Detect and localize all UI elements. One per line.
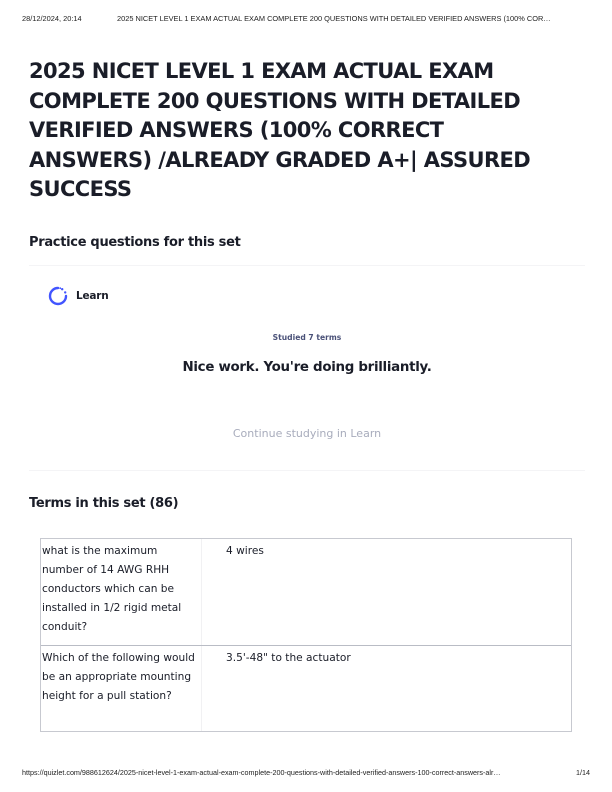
print-header <box>22 14 590 26</box>
print-url: https://quizlet.com/988612624/2025-nicet-level-1-exam-actual-exam-complete-200-questions-with-detailed-verified-answers-100-correct-answers-alr… <box>22 768 501 777</box>
practice-card <box>29 265 585 471</box>
learn-label: Learn <box>76 290 109 302</box>
continue-learn-button[interactable]: Continue studying in Learn <box>232 427 382 440</box>
page-title: 2025 NICET LEVEL 1 EXAM ACTUAL EXAM COMPLETE 200 QUESTIONS WITH DETAILED VERIFIED ANSWERS (100% CORRECT ANSWERS) /ALREADY GRADED A+| ASSURED SUCCESS <box>29 59 531 201</box>
learn-mode-link[interactable] <box>47 285 109 307</box>
terms-table <box>40 538 572 732</box>
table-row <box>41 539 571 645</box>
practice-heading: Practice questions for this set <box>29 235 241 250</box>
print-footer <box>22 768 590 780</box>
term-text: Which of the following would be an appropriate mounting height for a pull station? <box>42 652 195 702</box>
term-text: what is the maximum number of 14 AWG RHH conductors which can be installed in 1/2 rigid metal conduit? <box>42 545 182 633</box>
definition-text: 4 wires <box>201 539 571 645</box>
print-doc-title: 2025 NICET LEVEL 1 EXAM ACTUAL EXAM COMPLETE 200 QUESTIONS WITH DETAILED VERIFIED ANSWERS (100% COR… <box>117 14 551 23</box>
encouragement-message: Nice work. You're doing brilliantly. <box>182 360 432 375</box>
page-number: 1/14 <box>576 768 590 777</box>
definition-text: 3.5'-48" to the actuator <box>201 646 571 731</box>
table-row <box>41 645 571 731</box>
terms-heading: Terms in this set (86) <box>29 496 179 511</box>
print-timestamp: 28/12/2024, 20:14 <box>22 14 82 23</box>
learn-progress-icon <box>47 285 69 307</box>
studied-count: Studied 7 terms <box>272 333 342 342</box>
